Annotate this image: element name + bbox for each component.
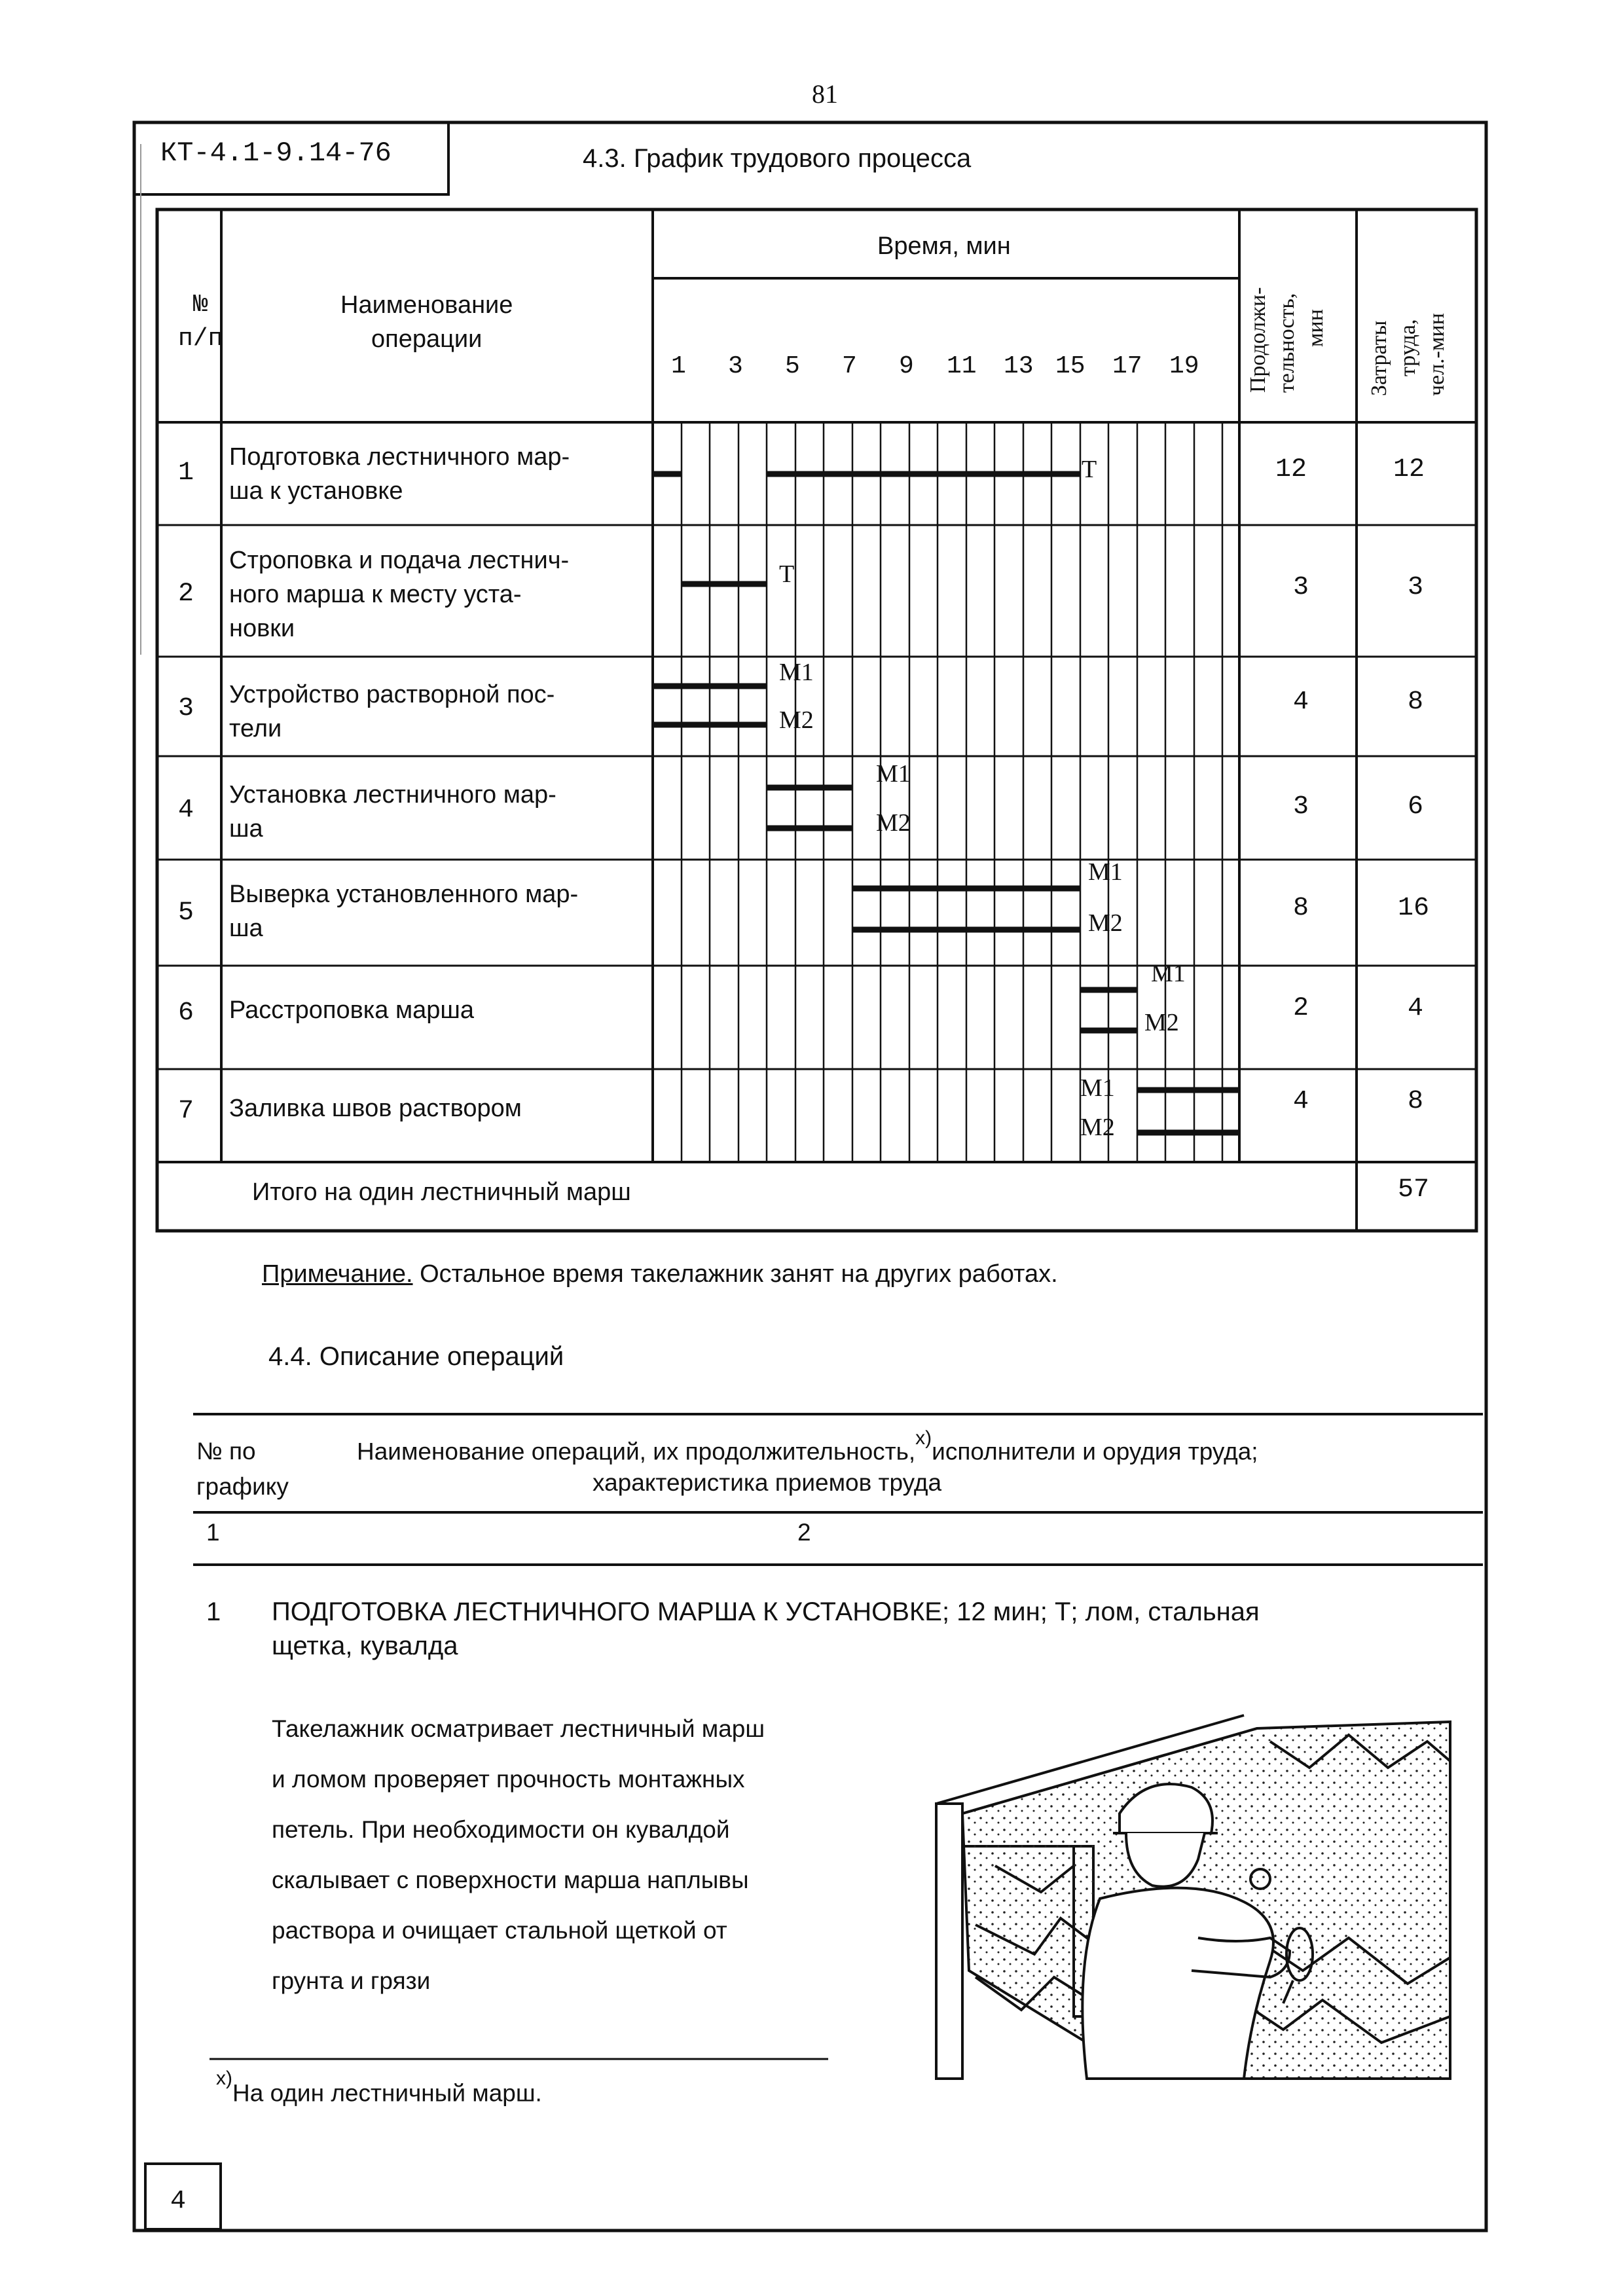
worker-mark: М1 — [1080, 1074, 1115, 1102]
duration: 4 — [1293, 1087, 1309, 1116]
total-label: Итого на один лестничный марш — [252, 1178, 631, 1206]
footnote: $^{х)}$На один лестничный марш. — [216, 2068, 542, 2107]
operation-title-line1: ПОДГОТОВКА ЛЕСТНИЧНОГО МАРША К УСТАНОВКЕ; 12 мин; Т; лом, стальная — [272, 1597, 1260, 1626]
desc-col2-line2: характеристика приемов труда — [593, 1469, 942, 1496]
worker-mark: М1 — [876, 760, 911, 788]
desc-index-2: 2 — [797, 1519, 811, 1546]
section2-title: 4.4. Описание операций — [268, 1342, 564, 1371]
body-line: петель. При необходимости он кувалдой — [272, 1816, 730, 1843]
row-number: 2 — [178, 579, 194, 609]
operation-name: Установка лестничного мар- ша — [229, 781, 556, 843]
body-line: раствора и очищает стальной щеткой от — [272, 1917, 727, 1944]
worker-mark: Т — [1082, 456, 1097, 483]
body-line: и ломом проверяет прочность монтажных — [272, 1766, 745, 1793]
operation-title-line2: щетка, кувалда — [272, 1631, 458, 1660]
page-number: 81 — [812, 79, 838, 109]
desc-col1: № по графику — [196, 1438, 289, 1500]
col-header-time: Время, мин — [877, 232, 1011, 260]
row-number: 6 — [178, 998, 194, 1028]
body-line: скалывает с поверхности марша наплывы — [272, 1867, 749, 1893]
worker-mark: М2 — [876, 809, 911, 837]
tick: 15 — [1055, 352, 1085, 380]
duration: 4 — [1293, 687, 1309, 717]
worker-mark: М1 — [779, 659, 814, 686]
labor: 6 — [1408, 792, 1424, 822]
operation-name: Строповка и подача лестнич- ного марша к месту уста- новки — [229, 547, 570, 642]
row-number: 3 — [178, 694, 194, 723]
worker-mark: М2 — [1088, 909, 1123, 937]
col-header-labor: Затраты труда, чел.-мин — [1367, 313, 1449, 396]
tick: 17 — [1112, 352, 1142, 380]
operation-name: Заливка швов раствором — [229, 1095, 522, 1122]
duration: 2 — [1293, 994, 1309, 1023]
col-header-name: Наименование операции — [340, 291, 513, 353]
body-line: грунта и грязи — [272, 1967, 431, 1994]
tick: 11 — [947, 352, 977, 380]
document-code: КТ-4.1-9.14-76 — [160, 137, 392, 169]
corner-number: 4 — [170, 2187, 187, 2216]
tick: 7 — [842, 352, 857, 380]
worker-mark: Т — [779, 560, 795, 588]
worker-mark: М2 — [779, 706, 814, 734]
duration: 3 — [1293, 573, 1309, 602]
row-number: 7 — [178, 1097, 194, 1126]
desc-col2-line1: Наименование операций, их продолжительность,$^{х)}$исполнители и орудия труда; — [357, 1427, 1258, 1465]
labor: 3 — [1408, 573, 1424, 602]
row-number: 1 — [178, 458, 194, 488]
worker-mark: М2 — [1144, 1009, 1179, 1036]
tick: 3 — [728, 352, 743, 380]
note: Примечание. Остальное время такелажник занят на других работах. — [262, 1260, 1058, 1288]
worker-mark: М1 — [1151, 960, 1186, 987]
body-line: Такелажник осматривает лестничный марш — [272, 1715, 765, 1742]
tick: 5 — [785, 352, 800, 380]
row-number: 4 — [178, 795, 194, 825]
col-header-num: № п/п — [178, 291, 223, 353]
operation-name: Выверка установленного мар- ша — [229, 881, 579, 942]
labor: 12 — [1393, 455, 1425, 484]
operation-name: Устройство растворной пос- тели — [229, 681, 555, 742]
tick: 1 — [671, 352, 686, 380]
operation-number: 1 — [206, 1597, 221, 1626]
desc-index-1: 1 — [206, 1519, 220, 1546]
row-number: 5 — [178, 898, 194, 928]
labor: 16 — [1398, 894, 1430, 923]
section-title: 4.3. График трудового процесса — [583, 144, 972, 173]
duration: 3 — [1293, 792, 1309, 822]
labor: 8 — [1408, 1087, 1424, 1116]
duration: 8 — [1293, 894, 1309, 923]
operation-name: Расстроповка марша — [229, 996, 474, 1024]
total-value: 57 — [1398, 1175, 1430, 1205]
worker-mark: М1 — [1088, 858, 1123, 886]
labor: 8 — [1408, 687, 1424, 717]
operation-name: Подготовка лестничного мар- ша к установке — [229, 443, 570, 505]
col-header-duration: Продолжи- тельность, мин — [1246, 287, 1328, 393]
tick: 9 — [899, 352, 914, 380]
tick: 13 — [1004, 352, 1034, 380]
tick: 19 — [1169, 352, 1199, 380]
duration: 12 — [1275, 455, 1307, 484]
labor: 4 — [1408, 994, 1424, 1023]
worker-mark: М2 — [1080, 1114, 1115, 1141]
